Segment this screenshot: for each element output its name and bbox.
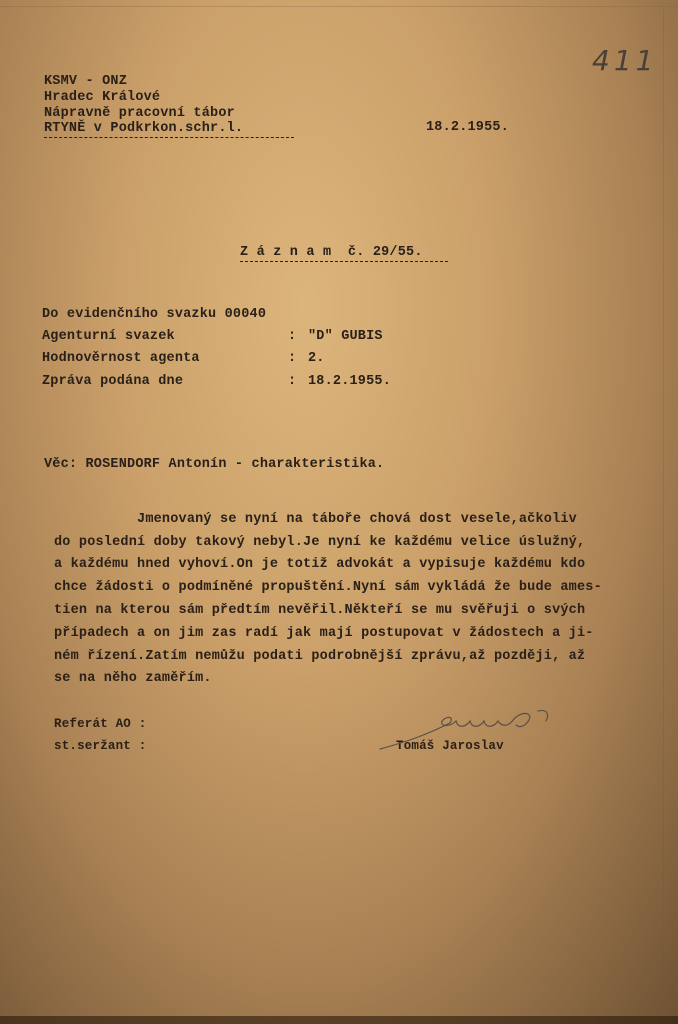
header-line-1: KSMV - ONZ — [44, 74, 128, 89]
field-agent-volume-label: Agenturní svazek — [42, 329, 175, 344]
body-line-5: tien na kterou sám předtím nevěřil.Někteří se mu svěřuji o svých — [54, 603, 586, 618]
footer-rank: st.seržant : — [54, 739, 147, 753]
handwritten-page-number: 411 — [592, 44, 658, 77]
body-line-8: se na něho zaměřím. — [54, 671, 212, 686]
field-report-date-value: 18.2.1955. — [308, 374, 392, 389]
footer-signatory: Tomáš Jaroslav — [396, 739, 504, 753]
header-line-4: RTYNĚ v Podkrkon.schr.l. — [44, 122, 294, 138]
body-line-3: a každému hned vyhoví.On je totiž advokát a vypisuje každému kdo — [54, 557, 586, 572]
body-line-2: do poslední doby takový nebyl.Je nyní ke každému velice úslužný, — [54, 535, 586, 550]
field-reliability-label: Hodnověrnost agenta — [42, 351, 200, 366]
field-report-date-sep: : — [288, 374, 297, 389]
subject-line: Věc: ROSENDORF Antonín - charakteristika. — [44, 457, 385, 472]
record-title: Z á z n a m č. 29/55. — [240, 246, 448, 262]
page-bottom-shadow — [0, 1016, 678, 1024]
field-agent-volume-sep: : — [288, 329, 297, 344]
field-evidence-volume: Do evidenčního svazku 00040 — [42, 307, 267, 322]
field-report-date-label: Zpráva podána dne — [42, 374, 184, 389]
page-right-edge — [663, 10, 664, 1010]
body-line-7: ném řízení.Zatím nemůžu podati podrobnější zprávu,až později, až — [54, 649, 586, 664]
header-line-2: Hradec Králové — [44, 90, 161, 105]
footer-referat: Referát AO : — [54, 717, 147, 731]
header-line-3: Nápravně pracovní tábor — [44, 106, 235, 121]
page-top-edge — [0, 6, 678, 7]
body-line-1: Jmenovaný se nyní na táboře chová dost vesele,ačkoliv — [54, 512, 577, 527]
handwritten-signature — [370, 703, 570, 753]
body-line-4: chce žádosti o podmíněné propuštění.Nyní sám vykládá že bude ames- — [54, 580, 602, 595]
header-date: 18.2.1955. — [426, 120, 510, 135]
field-reliability-sep: : — [288, 351, 297, 366]
field-agent-volume-value: "D" GUBIS — [308, 329, 383, 344]
body-line-6: případech a on jim zas radí jak mají postupovat v žádostech a ji- — [54, 626, 594, 641]
field-reliability-value: 2. — [308, 351, 325, 366]
